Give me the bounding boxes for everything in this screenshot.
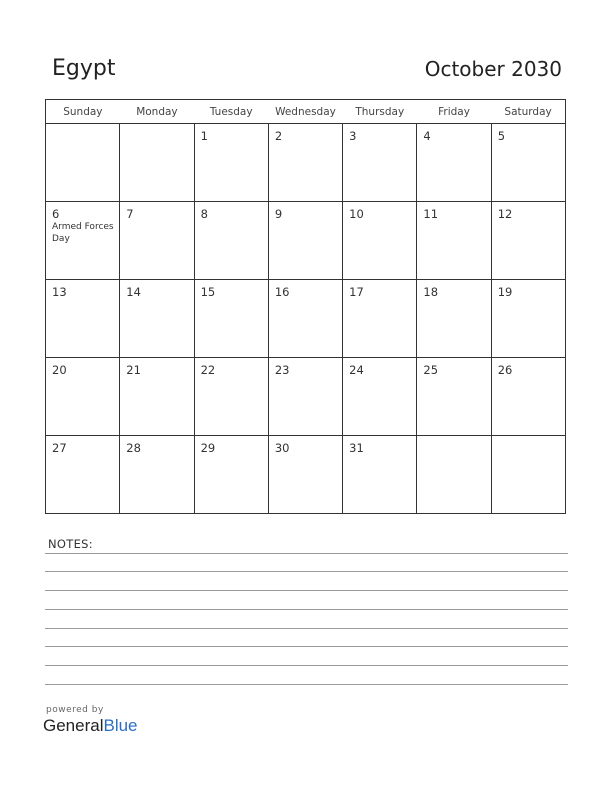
weekday-header: Sunday bbox=[46, 100, 120, 124]
calendar-day-cell bbox=[268, 280, 342, 358]
weekday-header: Tuesday bbox=[194, 100, 268, 124]
day-number: 4 bbox=[423, 129, 431, 143]
calendar-day-cell bbox=[491, 124, 565, 202]
day-number: 2 bbox=[274, 129, 283, 143]
day-number: 16 bbox=[274, 285, 290, 299]
notes-line bbox=[45, 665, 568, 666]
notes-line bbox=[45, 590, 568, 591]
day-number: 7 bbox=[126, 207, 134, 221]
calendar-day-cell bbox=[268, 358, 342, 436]
calendar-day-cell bbox=[120, 436, 194, 514]
calendar-day-cell bbox=[46, 280, 120, 358]
calendar-day-cell bbox=[343, 436, 417, 514]
calendar-week-row bbox=[46, 202, 566, 280]
calendar-day-cell bbox=[46, 202, 120, 280]
notes-line bbox=[45, 553, 568, 554]
notes-line bbox=[45, 684, 568, 685]
calendar-day-cell bbox=[343, 280, 417, 358]
day-number: 20 bbox=[52, 363, 67, 377]
calendar-week-row bbox=[46, 280, 566, 358]
day-number: 15 bbox=[200, 285, 216, 299]
calendar-day-cell bbox=[491, 436, 565, 514]
calendar-day-cell bbox=[268, 124, 342, 202]
day-number: 17 bbox=[349, 285, 364, 299]
calendar-day-cell bbox=[417, 358, 491, 436]
day-number: 26 bbox=[497, 363, 513, 377]
calendar-day-cell bbox=[343, 124, 417, 202]
day-number: 13 bbox=[52, 285, 67, 299]
calendar-day-cell bbox=[417, 436, 491, 514]
powered-by-text: powered by bbox=[46, 705, 104, 715]
calendar-day-cell bbox=[194, 124, 268, 202]
day-number: 6 bbox=[52, 207, 60, 221]
weekday-header: Monday bbox=[120, 100, 194, 124]
calendar-day-cell bbox=[120, 358, 194, 436]
weekday-header-row bbox=[46, 100, 566, 124]
day-number: 27 bbox=[52, 441, 67, 455]
brand-blue-text: Blue bbox=[103, 716, 138, 735]
day-number: 9 bbox=[274, 207, 283, 221]
calendar-grid bbox=[45, 99, 566, 512]
calendar-day-cell bbox=[268, 436, 342, 514]
weekday-header: Saturday bbox=[491, 100, 565, 124]
calendar-day-cell bbox=[491, 358, 565, 436]
day-number: 14 bbox=[126, 285, 141, 299]
day-number: 5 bbox=[497, 129, 506, 143]
calendar-day-cell bbox=[194, 202, 268, 280]
brand-general-text: General bbox=[43, 716, 104, 735]
notes-line bbox=[45, 571, 568, 572]
weekday-header: Friday bbox=[417, 100, 491, 124]
day-number: 28 bbox=[126, 441, 141, 455]
calendar-week-row bbox=[46, 358, 566, 436]
day-number: 8 bbox=[200, 207, 208, 221]
calendar-week-row bbox=[46, 436, 566, 514]
calendar-day-cell bbox=[120, 280, 194, 358]
calendar-day-cell bbox=[417, 202, 491, 280]
weekday-header: Thursday bbox=[343, 100, 417, 124]
calendar-day-cell bbox=[194, 358, 268, 436]
day-number: 11 bbox=[423, 207, 439, 221]
day-number: 19 bbox=[497, 285, 513, 299]
calendar-day-cell bbox=[417, 280, 491, 358]
calendar-day-cell bbox=[417, 124, 491, 202]
calendar-day-cell bbox=[46, 436, 120, 514]
calendar-day-cell bbox=[194, 436, 268, 514]
calendar-week-row bbox=[46, 124, 566, 202]
calendar-day-cell bbox=[491, 280, 565, 358]
day-number: 12 bbox=[497, 207, 513, 221]
day-number: 30 bbox=[274, 441, 290, 455]
notes-label: NOTES: bbox=[48, 537, 93, 551]
day-number: 25 bbox=[423, 363, 439, 377]
day-number: 1 bbox=[200, 129, 208, 143]
calendar-day-cell bbox=[194, 280, 268, 358]
day-number: 22 bbox=[200, 363, 216, 377]
calendar-day-cell bbox=[343, 202, 417, 280]
day-number: 31 bbox=[349, 441, 364, 455]
notes-line bbox=[45, 609, 568, 610]
calendar-day-cell bbox=[268, 202, 342, 280]
generalblue-logo[interactable] bbox=[43, 716, 138, 736]
day-number: 21 bbox=[126, 363, 141, 377]
weekday-header: Wednesday bbox=[268, 100, 342, 124]
calendar-day-cell bbox=[46, 124, 120, 202]
calendar-day-cell bbox=[491, 202, 565, 280]
day-number: 3 bbox=[349, 129, 357, 143]
country-title: Egypt bbox=[52, 56, 116, 81]
notes-line bbox=[45, 628, 568, 629]
month-year-title: October 2030 bbox=[424, 57, 562, 81]
holiday-label: Armed Forces Day bbox=[52, 222, 114, 244]
calendar-day-cell bbox=[120, 124, 194, 202]
day-number: 18 bbox=[423, 285, 439, 299]
day-number: 10 bbox=[349, 207, 364, 221]
calendar-day-cell bbox=[343, 358, 417, 436]
day-number: 24 bbox=[349, 363, 364, 377]
calendar-day-cell bbox=[46, 358, 120, 436]
day-number: 29 bbox=[200, 441, 216, 455]
calendar-day-cell bbox=[120, 202, 194, 280]
day-number: 23 bbox=[274, 363, 290, 377]
notes-line bbox=[45, 646, 568, 647]
